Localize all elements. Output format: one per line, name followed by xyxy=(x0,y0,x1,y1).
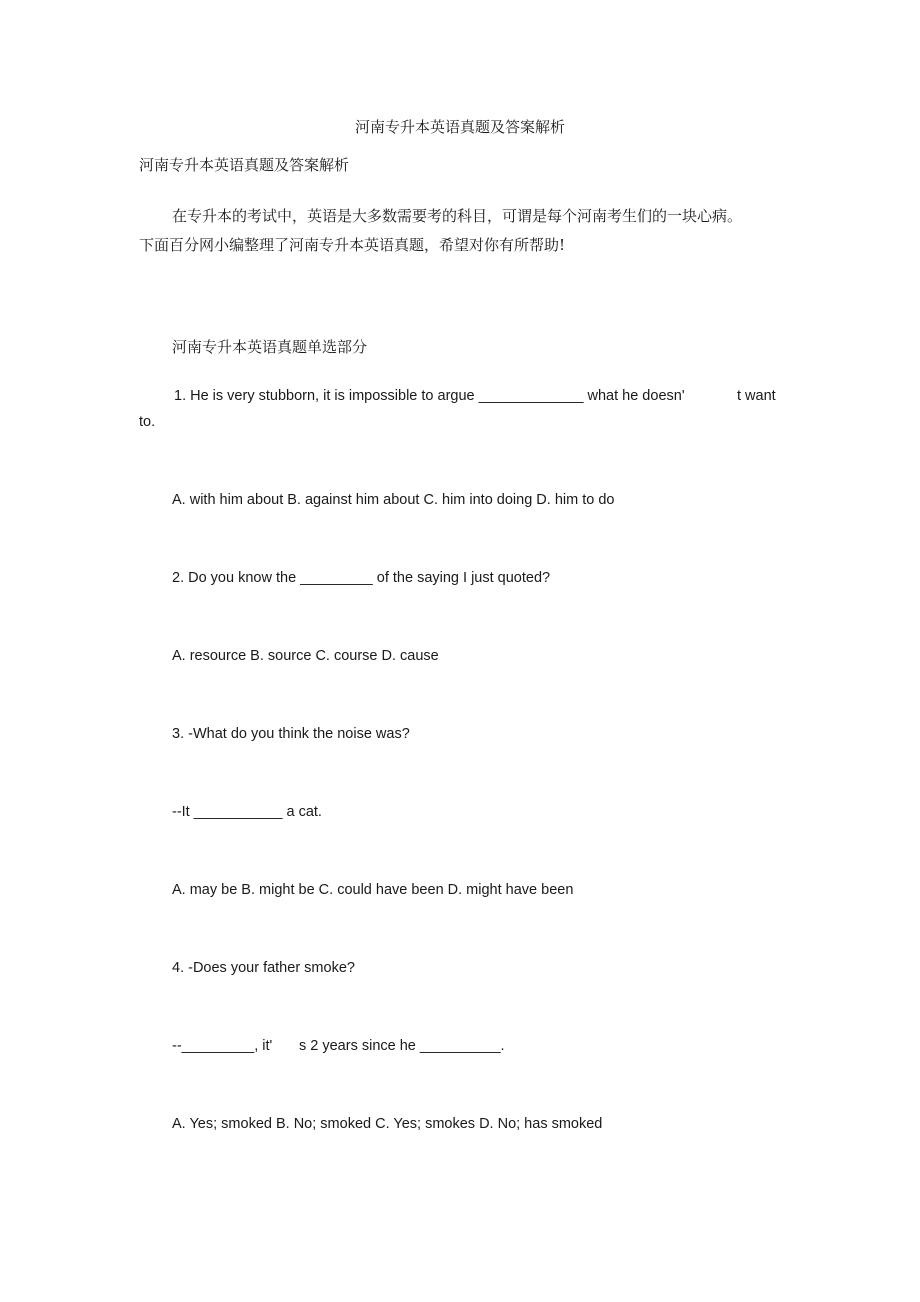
header-title: 河南专升本英语真题及答案解析 xyxy=(354,118,565,136)
question-4-stem: 4. -Does your father smoke? xyxy=(172,960,355,976)
intro-line-1: 在专升本的考试中，英语是大多数需要考的科目，可谓是每个河南考生们的一块心病。 xyxy=(172,207,743,225)
question-1-stem-line-1b: t want xyxy=(737,388,776,404)
question-2-options: A. resource B. source C. course D. cause xyxy=(172,648,439,664)
document-title: 河南专升本英语真题及答案解析 xyxy=(139,156,350,174)
question-4-reply-a: --_________, it' xyxy=(172,1038,273,1054)
section-heading: 河南专升本英语真题单选部分 xyxy=(172,338,368,356)
question-3-options: A. may be B. might be C. could have been D. might have been xyxy=(172,882,574,898)
question-1-options: A. with him about B. against him about C. him into doing D. him to do xyxy=(172,492,615,508)
question-3-stem: 3. -What do you think the noise was? xyxy=(172,726,410,742)
intro-line-2: 下面百分网小编整理了河南专升本英语真题，希望对你有所帮助! xyxy=(139,236,566,254)
question-1-stem-line-2: to. xyxy=(139,414,156,430)
question-4-reply-b: s 2 years since he __________. xyxy=(299,1038,505,1054)
question-3-reply: --It ___________ a cat. xyxy=(172,804,322,820)
question-1-stem-line-1: 1. He is very stubborn, it is impossible to argue _____________ what he doesn' xyxy=(174,388,685,404)
question-2-stem: 2. Do you know the _________ of the saying I just quoted? xyxy=(172,570,551,586)
question-4-options: A. Yes; smoked B. No; smoked C. Yes; smokes D. No; has smoked xyxy=(172,1116,603,1132)
